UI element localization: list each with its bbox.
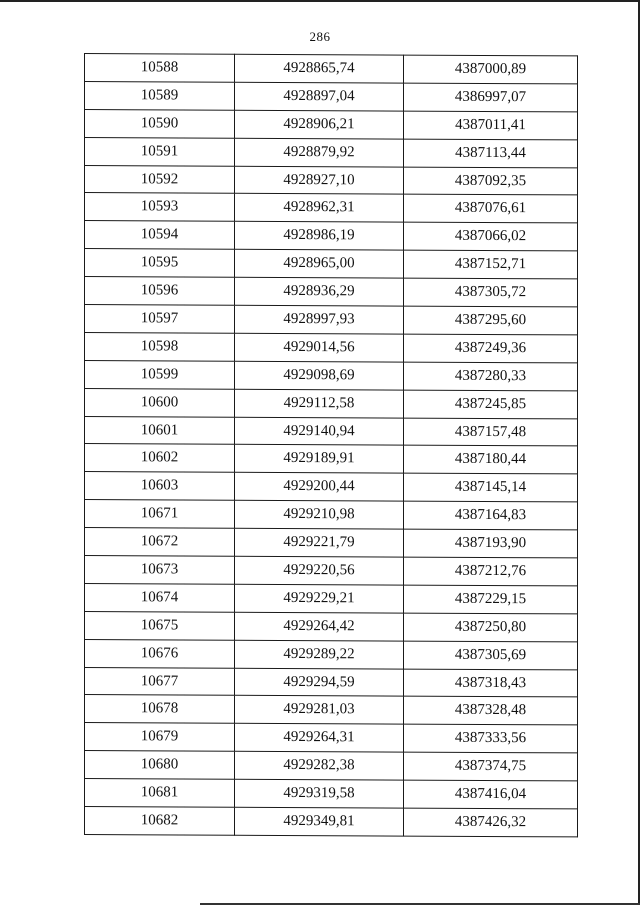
point-number-cell: 10588 [85,54,235,83]
table-row [85,81,578,111]
y-coordinate-cell: 4387249,36 [404,334,578,363]
x-coordinate-cell: 4929282,38 [235,752,404,781]
x-coordinate-cell: 4928962,31 [235,194,404,223]
y-coordinate-cell: 4387157,48 [404,418,578,447]
point-number-cell: 10594 [85,221,235,250]
y-coordinate-cell: 4387426,32 [404,808,578,837]
coordinates-table [84,53,578,837]
point-number-cell: 10596 [85,277,235,306]
x-coordinate-cell: 4929210,98 [235,500,404,529]
table-row [85,751,578,781]
y-coordinate-cell: 4387145,14 [404,473,578,502]
table-row [85,723,578,753]
table-row [85,500,578,530]
table-row [85,360,578,390]
x-coordinate-cell: 4929189,91 [235,445,404,474]
x-coordinate-cell: 4928865,74 [235,54,404,83]
point-number-cell: 10597 [85,305,235,334]
y-coordinate-cell: 4387374,75 [404,752,578,781]
table-row [85,416,578,446]
x-coordinate-cell: 4929014,56 [235,333,404,362]
point-number-cell: 10600 [85,388,235,417]
y-coordinate-cell: 4387250,80 [404,613,578,642]
table-row [85,639,578,669]
table-row [85,611,578,641]
y-coordinate-cell: 4387152,71 [404,250,578,279]
y-coordinate-cell: 4387318,43 [404,669,578,698]
y-coordinate-cell: 4387092,35 [404,167,578,196]
point-number-cell: 10589 [85,81,235,110]
y-coordinate-cell: 4387066,02 [404,222,578,251]
table-row [85,165,578,195]
point-number-cell: 10598 [85,332,235,361]
table-row [85,249,578,279]
x-coordinate-cell: 4929281,03 [235,696,404,725]
point-number-cell: 10682 [85,807,235,836]
table-row [85,193,578,223]
table-row [85,695,578,725]
y-coordinate-cell: 4387280,33 [404,362,578,391]
table-row [85,137,578,167]
point-number-cell: 10671 [85,500,235,529]
y-coordinate-cell: 4387245,85 [404,390,578,419]
y-coordinate-cell: 4387305,69 [404,641,578,670]
x-coordinate-cell: 4928986,19 [235,222,404,251]
table-row [85,332,578,362]
x-coordinate-cell: 4929289,22 [235,640,404,669]
point-number-cell: 10593 [85,193,235,222]
table-row [85,556,578,586]
point-number-cell: 10680 [85,751,235,780]
x-coordinate-cell: 4928997,93 [235,305,404,334]
point-number-cell: 10678 [85,695,235,724]
table-row [85,472,578,502]
x-coordinate-cell: 4929264,42 [235,612,404,641]
y-coordinate-cell: 4387333,56 [404,724,578,753]
x-coordinate-cell: 4929112,58 [235,389,404,418]
point-number-cell: 10590 [85,109,235,138]
point-number-cell: 10677 [85,667,235,696]
y-coordinate-cell: 4387164,83 [404,501,578,530]
x-coordinate-cell: 4928927,10 [235,166,404,195]
point-number-cell: 10672 [85,528,235,557]
point-number-cell: 10592 [85,165,235,194]
y-coordinate-cell: 4387193,90 [404,529,578,558]
x-coordinate-cell: 4929349,81 [235,807,404,836]
table-row [85,583,578,613]
point-number-cell: 10681 [85,779,235,808]
point-number-cell: 10673 [85,556,235,585]
x-coordinate-cell: 4929221,79 [235,528,404,557]
x-coordinate-cell: 4929200,44 [235,473,404,502]
point-number-cell: 10676 [85,639,235,668]
point-number-cell: 10601 [85,416,235,445]
table-row [85,667,578,697]
point-number-cell: 10595 [85,249,235,278]
table-row [85,807,578,837]
y-coordinate-cell: 4387229,15 [404,585,578,614]
y-coordinate-cell: 4387328,48 [404,697,578,726]
point-number-cell: 10591 [85,137,235,166]
coordinates-table-wrapper [84,53,576,837]
x-coordinate-cell: 4929140,94 [235,417,404,446]
table-row [85,305,578,335]
point-number-cell: 10603 [85,472,235,501]
x-coordinate-cell: 4928897,04 [235,82,404,111]
x-coordinate-cell: 4928965,00 [235,249,404,278]
point-number-cell: 10675 [85,611,235,640]
point-number-cell: 10679 [85,723,235,752]
y-coordinate-cell: 4387011,41 [404,111,578,140]
y-coordinate-cell: 4387180,44 [404,446,578,475]
x-coordinate-cell: 4928936,29 [235,277,404,306]
y-coordinate-cell: 4386997,07 [404,83,578,112]
x-coordinate-cell: 4929098,69 [235,361,404,390]
point-number-cell: 10599 [85,360,235,389]
x-coordinate-cell: 4929264,31 [235,724,404,753]
table-row [85,54,578,84]
point-number-cell: 10602 [85,444,235,473]
point-number-cell: 10674 [85,583,235,612]
y-coordinate-cell: 4387305,72 [404,278,578,307]
x-coordinate-cell: 4928879,92 [235,138,404,167]
page-number: 286 [309,29,331,44]
table-row [85,109,578,139]
coordinates-table-body [85,54,578,837]
x-coordinate-cell: 4928906,21 [235,110,404,139]
table-row [85,779,578,809]
y-coordinate-cell: 4387212,76 [404,557,578,586]
x-coordinate-cell: 4929319,58 [235,779,404,808]
x-coordinate-cell: 4929220,56 [235,556,404,585]
x-coordinate-cell: 4929229,21 [235,584,404,613]
y-coordinate-cell: 4387295,60 [404,306,578,335]
y-coordinate-cell: 4387000,89 [404,55,578,84]
y-coordinate-cell: 4387416,04 [404,780,578,809]
y-coordinate-cell: 4387113,44 [404,139,578,168]
scan-top-edge [0,0,640,2]
table-row [85,277,578,307]
y-coordinate-cell: 4387076,61 [404,195,578,224]
table-row [85,528,578,558]
table-row [85,444,578,474]
x-coordinate-cell: 4929294,59 [235,668,404,697]
table-row [85,388,578,418]
table-row [85,221,578,251]
